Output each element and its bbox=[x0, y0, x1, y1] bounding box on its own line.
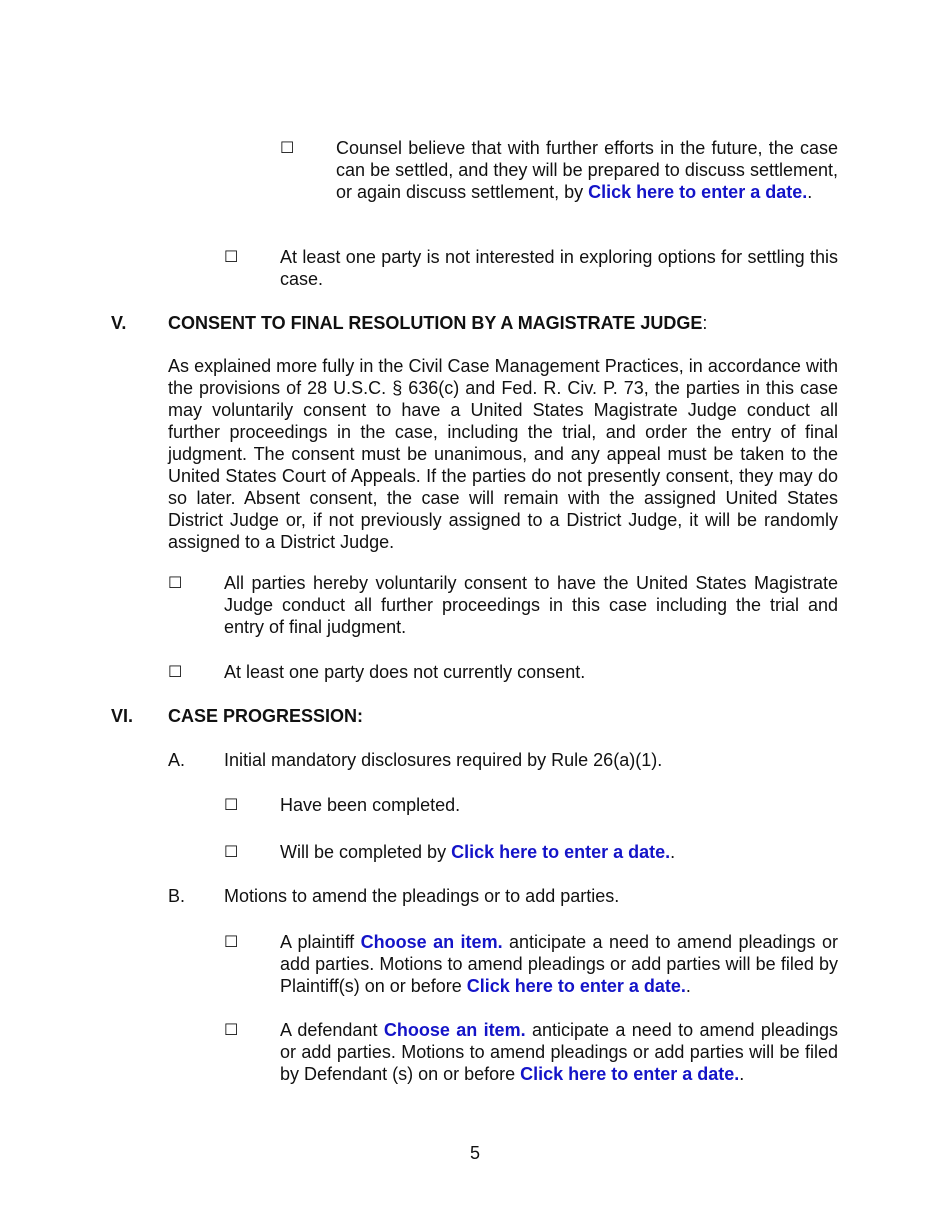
disclosures-will-text: Will be completed by Click here to enter a date.. bbox=[280, 842, 676, 862]
settlement-future-date-field[interactable]: Click here to enter a date. bbox=[588, 182, 808, 202]
page-number: 5 bbox=[469, 1143, 480, 1163]
plaintiff-amend-checkbox[interactable]: ☐ bbox=[224, 932, 239, 951]
plaintiff-amend-text: A plaintiff Choose an item. anticipate a need to amend pleadings or add parties. Motions to amend pleadings or add parties will be filed by Plaintiff(s) on or before Click here to enter a date.. bbox=[280, 932, 838, 996]
section-v-title: CONSENT TO FINAL RESOLUTION BY A MAGISTRATE JUDGE: bbox=[168, 313, 708, 333]
section-v-number: V. bbox=[111, 313, 127, 333]
disclosures-completed-text: Have been completed. bbox=[280, 795, 461, 815]
defendant-amend-text: A defendant Choose an item. anticipate a need to amend pleadings or add parties. Motions to amend pleadings or add parties will be filed by Defendant (s) on or before Click here to enter a date.. bbox=[280, 1020, 838, 1084]
settlement-future-checkbox[interactable]: ☐ bbox=[280, 138, 295, 157]
section-vi-heading bbox=[111, 705, 838, 727]
consent-none-text: At least one party does not currently consent. bbox=[224, 662, 586, 682]
subsection-a-text: Initial mandatory disclosures required by Rule 26(a)(1). bbox=[224, 750, 663, 770]
disclosures-will-checkbox[interactable]: ☐ bbox=[224, 842, 239, 861]
consent-all-option bbox=[168, 572, 838, 638]
defendant-choose-item-dropdown[interactable]: Choose an item. bbox=[383, 1020, 526, 1040]
defendant-amend-checkbox[interactable]: ☐ bbox=[224, 1020, 239, 1039]
disclosures-completed-option bbox=[224, 794, 838, 816]
plaintiff-choose-item-dropdown[interactable]: Choose an item. bbox=[360, 932, 503, 952]
disclosures-completed-checkbox[interactable]: ☐ bbox=[224, 795, 239, 814]
subsection-a bbox=[168, 749, 838, 771]
subsection-b bbox=[168, 885, 838, 907]
disclosures-date-field[interactable]: Click here to enter a date. bbox=[451, 842, 671, 862]
section-v-paragraph: As explained more fully in the Civil Case Management Practices, in accordance with the provisions of 28 U.S.C. § 636(c) and Fed. R. Civ. P. 73, the parties in this case may voluntarily consent to have a United States Magistrate Judge conduct all further proceedings in the case, including the trial, and order the entry of final judgment. The consent must be unanimous, and any appeal must be taken to the United States Court of Appeals. If the parties do not presently consent, they may do so later. Absent consent, the case will remain with the assigned United States District Judge or, if not previously assigned to a District Judge, it will be randomly assigned to a District Judge. bbox=[168, 356, 838, 552]
defendant-date-field[interactable]: Click here to enter a date. bbox=[520, 1064, 740, 1084]
defendant-amend-option bbox=[224, 1019, 838, 1085]
consent-none-checkbox[interactable]: ☐ bbox=[168, 662, 183, 681]
plaintiff-date-field[interactable]: Click here to enter a date. bbox=[466, 976, 686, 996]
section-vi-title: CASE PROGRESSION: bbox=[168, 706, 364, 726]
subsection-b-letter: B. bbox=[168, 886, 186, 906]
disclosures-will-option bbox=[224, 841, 838, 863]
settlement-future-text: Counsel believe that with further efforts in the future, the case can be settled, and they will be prepared to discuss settlement, or again discuss settlement, by Click here to enter a date.. bbox=[336, 138, 838, 202]
subsection-a-letter: A. bbox=[168, 750, 186, 770]
subsection-b-text: Motions to amend the pleadings or to add parties. bbox=[224, 886, 620, 906]
consent-all-text: All parties hereby voluntarily consent to have the United States Magistrate Judge conduct all further proceedings in this case including the trial and entry of final judgment. bbox=[224, 573, 838, 637]
settlement-future-option bbox=[280, 137, 838, 203]
settlement-not-interested-option bbox=[224, 246, 838, 290]
settlement-not-interested-text: At least one party is not interested in exploring options for settling this case. bbox=[280, 247, 838, 289]
settlement-not-interested-checkbox[interactable]: ☐ bbox=[224, 247, 239, 266]
consent-all-checkbox[interactable]: ☐ bbox=[168, 573, 183, 592]
section-vi-number: VI. bbox=[111, 706, 134, 726]
section-v-heading bbox=[111, 312, 838, 334]
plaintiff-amend-option bbox=[224, 931, 838, 997]
consent-none-option bbox=[168, 661, 838, 683]
